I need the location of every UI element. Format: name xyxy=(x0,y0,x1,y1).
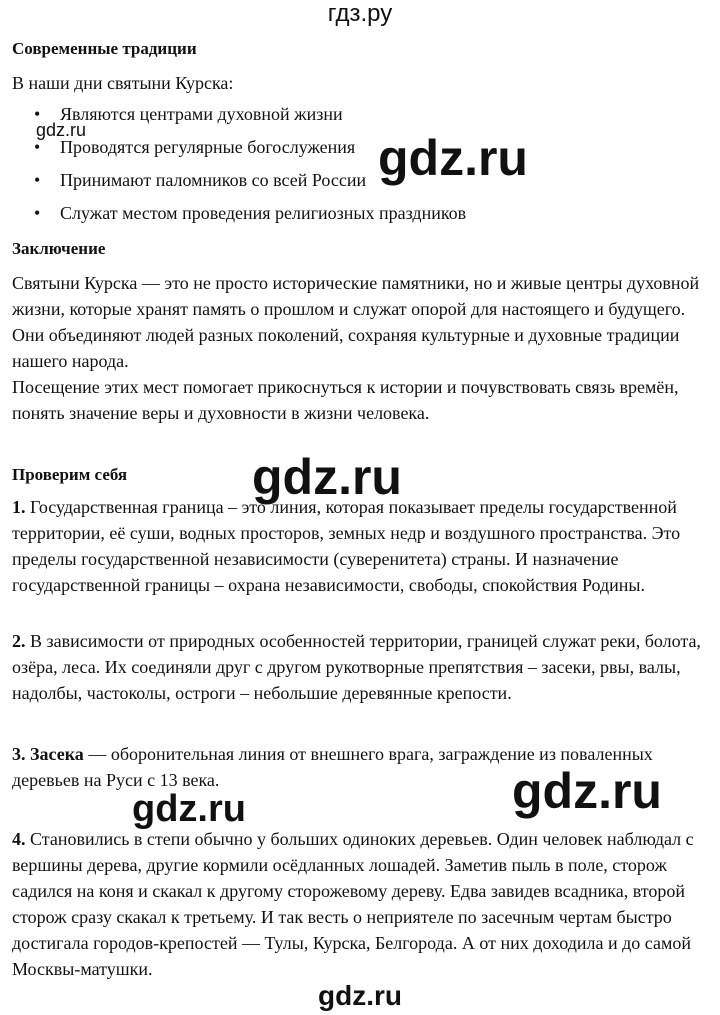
answer-text: В зависимости от природных особенностей территории, границей служат реки, болота, озёра, леса. Их соединяли друг с другом рукотворные препятствия – засеки, рвы, валы, надолбы, частоколы, остроги – небольшие деревянные крепости. xyxy=(12,631,701,703)
answer-paragraph xyxy=(12,628,712,706)
answer-text: Становились в степи обычно у больших одиноких деревьев. Один человек наблюдал с вершины дерева, другие кормили осёдланных лошадей. Заметив пыль в поле, сторож садился на коня и скакал к другому сторожевому дереву. Едва завидев всадника, второй сторож сразу скакал к третьему. И так весть о неприятеле по засечным чертам быстро достигала городов-крепостей — Тулы, Курска, Белгорода. А от них доходила и до самой Москвы-матушки. xyxy=(12,829,694,979)
answer-number: 2. xyxy=(12,631,26,651)
list-item-text: Служат местом проведения религиозных праздников xyxy=(60,203,467,223)
list-item xyxy=(12,200,712,233)
answer-paragraph xyxy=(12,494,712,598)
answer-number: 4. xyxy=(12,829,26,849)
bullet-icon: • xyxy=(34,137,41,157)
conclusion-paragraph: Святыни Курска — это не просто исторические памятники, но и живые центры духовной жизни, которые хранят память о прошлом и служат опорой для настоящего и будущего. Они объединяют людей разных поколений, сохраняя культурные и духовные традиции нашего народа. xyxy=(12,273,700,371)
watermark-logo: gdz.ru xyxy=(318,980,402,1011)
conclusion-paragraph: Посещение этих мест помогает прикоснуться к истории и почувствовать связь времён, понять значение веры и духовности в жизни человека. xyxy=(12,377,679,423)
list-item xyxy=(12,134,712,167)
bullet-icon: • xyxy=(34,203,41,223)
list-item xyxy=(12,167,712,200)
answer-number: 3. xyxy=(12,744,26,764)
list-item-text: Являются центрами духовной жизни xyxy=(60,104,343,124)
list-item xyxy=(12,101,712,134)
answer-paragraph xyxy=(12,826,712,982)
watermark-logo: gdz.ru xyxy=(36,120,87,140)
check-heading: Проверим себя xyxy=(12,465,128,484)
answer-text: — оборонительная линия от внешнего врага, заграждение из поваленных деревьев на Руси с 13 века. xyxy=(12,744,653,790)
answer-number: 1. xyxy=(12,497,26,517)
traditions-intro: В наши дни святыни Курска: xyxy=(12,73,234,93)
watermark-logo: gdz.ru xyxy=(132,788,246,830)
conclusion-heading: Заключение xyxy=(12,239,106,258)
watermark-logo: gdz.ru xyxy=(512,763,662,819)
answer-term: Засека xyxy=(25,744,84,764)
bullet-icon: • xyxy=(34,104,41,124)
answer-text: Государственная граница – это линия, которая показывает пределы государственной территории, её суши, водных просторов, земных недр и воздушного пространства. Это пределы государственной независимости (суверенитета) страны. И назначение государственной границы – охрана независимости, свободы, спокойствия Родины. xyxy=(12,497,681,595)
watermark-logo: gdz.ru xyxy=(252,449,402,505)
traditions-heading: Современные традиции xyxy=(12,39,197,58)
watermark-logo: gdz.ru xyxy=(378,130,528,186)
traditions-list xyxy=(12,101,712,233)
watermark-logo: гдз.ру xyxy=(327,0,393,27)
list-item-text: Принимают паломников со всей России xyxy=(60,170,367,190)
bullet-icon: • xyxy=(34,170,41,190)
list-item-text: Проводятся регулярные богослужения xyxy=(60,137,356,157)
